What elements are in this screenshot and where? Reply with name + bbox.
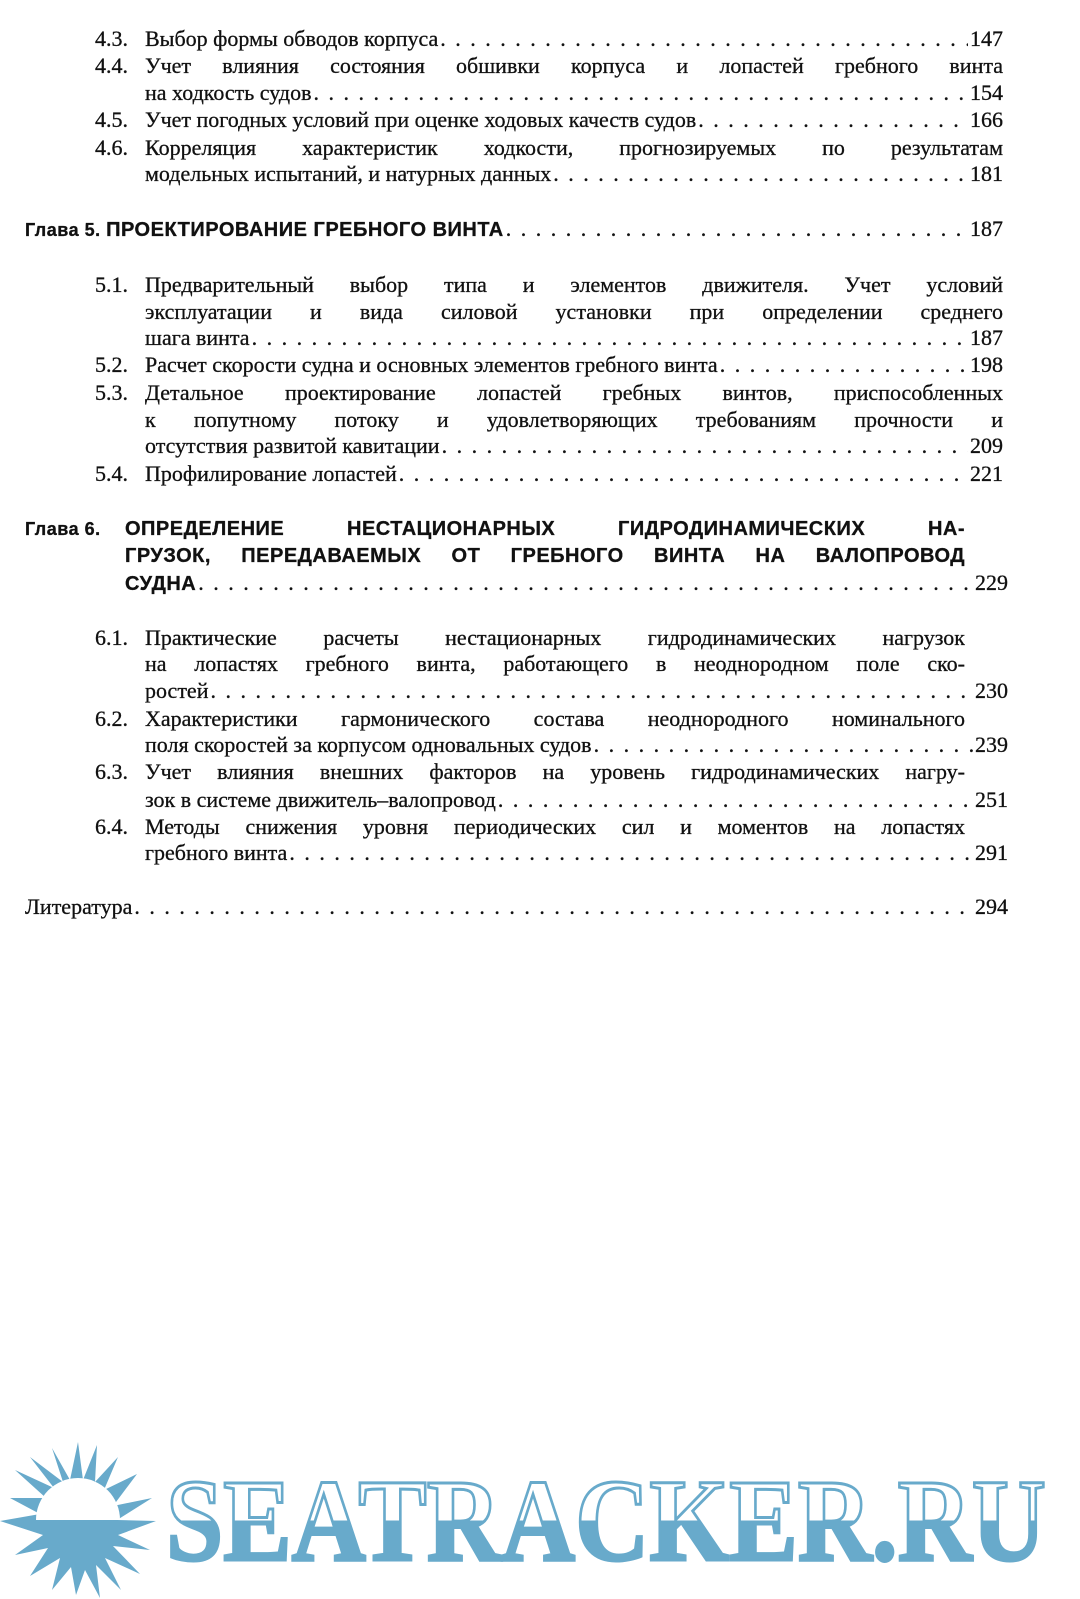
toc-text[interactable]: эксплуатации и вида силовой установки при определении среднего	[145, 299, 1003, 324]
toc-number: 6.4.	[95, 814, 128, 839]
toc-entry-4-3[interactable]	[145, 25, 1003, 52]
toc-page: 187	[970, 325, 1003, 350]
toc-entry-4-4[interactable]	[145, 79, 1003, 106]
toc-page: 198	[970, 352, 1003, 377]
toc-chapter-5[interactable]	[25, 215, 1003, 242]
chapter-label: Глава 5.	[25, 220, 101, 240]
leader-dots	[313, 79, 968, 106]
toc-text: Литература	[25, 894, 133, 919]
leader-dots	[720, 351, 968, 378]
toc-text[interactable]: Предварительный выбор типа и элементов движителя. Учет условий	[145, 272, 1003, 297]
toc-number: 4.4.	[95, 53, 128, 78]
toc-number: 5.1.	[95, 272, 128, 297]
toc-text[interactable]: Методы снижения уровня периодических сил и моментов на лопастях	[145, 814, 965, 839]
toc-number: 5.2.	[95, 352, 128, 377]
toc-text: Профилирование лопастей	[145, 461, 397, 486]
chapter-title: ПРОЕКТИРОВАНИЕ ГРЕБНОГО ВИНТА	[106, 219, 504, 241]
leader-dots	[210, 677, 973, 704]
leader-dots	[498, 786, 973, 813]
toc-number: 4.5.	[95, 107, 128, 132]
toc-text: шага винта	[145, 325, 250, 350]
toc-page: 291	[975, 840, 1008, 865]
toc-entry-6-3[interactable]	[145, 786, 1008, 813]
toc-number: 5.4.	[95, 461, 128, 486]
toc-entry-6-2[interactable]	[145, 731, 1008, 758]
toc-entry-6-1[interactable]	[145, 677, 1008, 704]
toc-text[interactable]: на лопастях гребного винта, работающего в неоднородном поле ско-	[145, 651, 965, 676]
toc-entry-literature[interactable]	[25, 893, 1008, 920]
toc-text: отсутствия развитой кавитации	[145, 433, 440, 458]
toc-number: 4.3.	[95, 26, 128, 51]
leader-dots	[289, 839, 973, 866]
toc-number: 4.6.	[95, 135, 128, 160]
leader-dots	[134, 893, 973, 920]
toc-number: 6.3.	[95, 759, 128, 784]
toc-entry-4-5[interactable]	[145, 106, 1003, 133]
toc-text[interactable]: Учет влияния внешних факторов на уровень гидродинамических нагру-	[145, 759, 965, 784]
toc-text: Учет погодных условий при оценке ходовых качеств судов	[145, 107, 697, 132]
toc-page: 154	[970, 80, 1003, 105]
toc-number: 6.2.	[95, 706, 128, 731]
chapter-title[interactable]: ГРУЗОК, ПЕРЕДАВАЕМЫХ ОТ ГРЕБНОГО ВИНТА НА ВАЛОПРОВОД	[125, 545, 965, 567]
leader-dots	[506, 215, 968, 242]
toc-page: 251	[975, 787, 1008, 812]
toc-text: модельных испытаний, и натурных данных	[145, 161, 552, 186]
toc-text[interactable]: к попутному потоку и удовлетворяющих требованиям прочности и	[145, 407, 1003, 432]
toc-page: 181	[970, 161, 1003, 186]
leader-dots	[399, 460, 968, 487]
toc-text: Выбор формы обводов корпуса	[145, 26, 439, 51]
leader-dots	[442, 432, 968, 459]
toc-chapter-6[interactable]	[125, 569, 1008, 596]
leader-dots	[198, 569, 973, 596]
sun-icon	[0, 1442, 156, 1598]
toc-page: 209	[970, 433, 1003, 458]
toc-text[interactable]: Характеристики гармонического состава неоднородного номинального	[145, 706, 965, 731]
leader-dots	[698, 106, 968, 133]
toc-text[interactable]: Учет влияния состояния обшивки корпуса и лопастей гребного винта	[145, 53, 1003, 78]
toc-text[interactable]: Практические расчеты нестационарных гидродинамических нагрузок	[145, 625, 965, 650]
toc-text: ростей	[145, 678, 209, 703]
toc-page: 166	[970, 107, 1003, 132]
toc-text[interactable]: Корреляция характеристик ходкости, прогнозируемых по результатам	[145, 135, 1003, 160]
toc-text: Расчет скорости судна и основных элементов гребного винта	[145, 352, 718, 377]
toc-text: зок в системе движитель–валопровод	[145, 787, 496, 812]
toc-entry-5-2[interactable]	[145, 351, 1003, 378]
toc-page: 294	[975, 894, 1008, 919]
toc-page: 229	[975, 570, 1008, 595]
chapter-label: Глава 6.	[25, 519, 101, 539]
toc-text: поля скоростей за корпусом одновальных судов	[145, 732, 592, 757]
toc-page: 230	[975, 678, 1008, 703]
toc-entry-4-6[interactable]	[145, 160, 1003, 187]
toc-text: гребного винта	[145, 840, 288, 865]
seatracker-logo	[0, 1400, 1080, 1599]
toc-entry-5-3[interactable]	[145, 432, 1003, 459]
toc-page: 239	[975, 732, 1008, 757]
toc-page: 221	[970, 461, 1003, 486]
leader-dots	[553, 160, 968, 187]
toc-entry-5-4[interactable]	[145, 460, 1003, 487]
toc-number: 6.1.	[95, 625, 128, 650]
leader-dots	[252, 324, 968, 351]
toc-entry-5-1[interactable]	[145, 324, 1003, 351]
toc-text[interactable]: Детальное проектирование лопастей гребных винтов, приспособленных	[145, 380, 1003, 405]
chapter-title[interactable]: ОПРЕДЕЛЕНИЕ НЕСТАЦИОНАРНЫХ ГИДРОДИНАМИЧЕСКИХ НА-	[125, 518, 965, 540]
chapter-title: СУДНА	[125, 573, 197, 595]
toc-page: 187	[970, 216, 1003, 241]
toc-number: 5.3.	[95, 380, 128, 405]
logo-text: SEATRACKER.RU	[166, 1455, 1046, 1586]
leader-dots	[594, 731, 973, 758]
leader-dots	[440, 25, 968, 52]
toc-page: 147	[970, 26, 1003, 51]
toc-entry-6-4[interactable]	[145, 839, 1008, 866]
toc-text: на ходкость судов	[145, 80, 312, 105]
